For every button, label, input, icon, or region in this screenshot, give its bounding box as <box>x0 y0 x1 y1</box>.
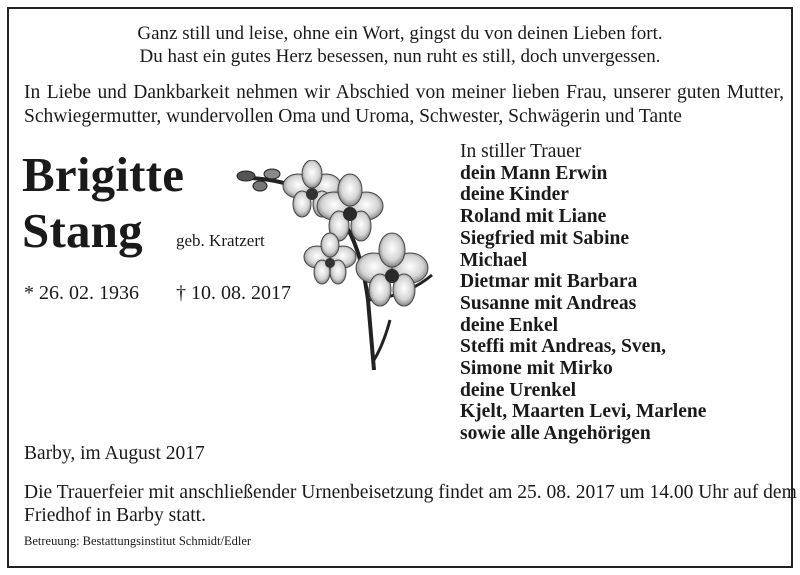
mourner-line: deine Urenkel <box>460 379 577 401</box>
orchid-icon <box>232 160 442 375</box>
mourner-line: Kjelt, Maarten Levi, Marlene <box>460 401 707 423</box>
poem-line-2: Du hast ein gutes Herz besessen, nun ruht es still, doch unvergessen. <box>139 46 661 67</box>
intro-text <box>24 81 784 129</box>
death-date: † 10. 08. 2017 <box>176 282 291 304</box>
mourners-heading: In stiller Trauer <box>460 141 582 162</box>
poem-line-1: Ganz still und leise, ohne ein Wort, gingst du von deinen Lieben fort. <box>137 23 663 44</box>
mourner-line: Steffi mit Andreas, Sven, <box>460 336 667 358</box>
undertaker-note: Betreuung: Bestattungsinstitut Schmidt/Edler <box>24 534 252 548</box>
birth-name: geb. Kratzert <box>176 231 265 250</box>
intro-line-2: Schwiegermutter, wundervollen Oma und Uroma, Schwester, Schwägerin und Tante <box>24 106 682 127</box>
deceased-first-name: Brigitte <box>22 147 185 202</box>
ceremony-line-2: Friedhof in Barby statt. <box>24 505 206 526</box>
mourner-line: Roland mit Liane <box>460 206 607 228</box>
deceased-last-name: Stang <box>22 203 143 258</box>
birth-date: * 26. 02. 1936 <box>24 282 139 304</box>
mourner-line: Dietmar mit Barbara <box>460 271 638 293</box>
intro-line-1: In Liebe und Dankbarkeit nehmen wir Abschied von meiner lieben Frau, unserer guten Mutter, <box>24 82 784 103</box>
mourner-line: deine Enkel <box>460 314 559 336</box>
mourner-line: Susanne mit Andreas <box>460 292 637 314</box>
mourner-line: sowie alle Angehörigen <box>460 423 651 445</box>
mourners-list <box>460 141 706 445</box>
mourner-line: Simone mit Mirko <box>460 358 613 380</box>
place-date: Barby, im August 2017 <box>24 443 205 464</box>
mourner-line: dein Mann Erwin <box>460 162 608 184</box>
mourner-line: deine Kinder <box>460 184 569 206</box>
mourner-line: Michael <box>460 249 528 271</box>
mourner-line: Siegfried mit Sabine <box>460 227 629 249</box>
ceremony-line-1: Die Trauerfeier mit anschließender Urnenbeisetzung findet am 25. 08. 2017 um 14.00 Uhr auf dem <box>24 482 797 503</box>
